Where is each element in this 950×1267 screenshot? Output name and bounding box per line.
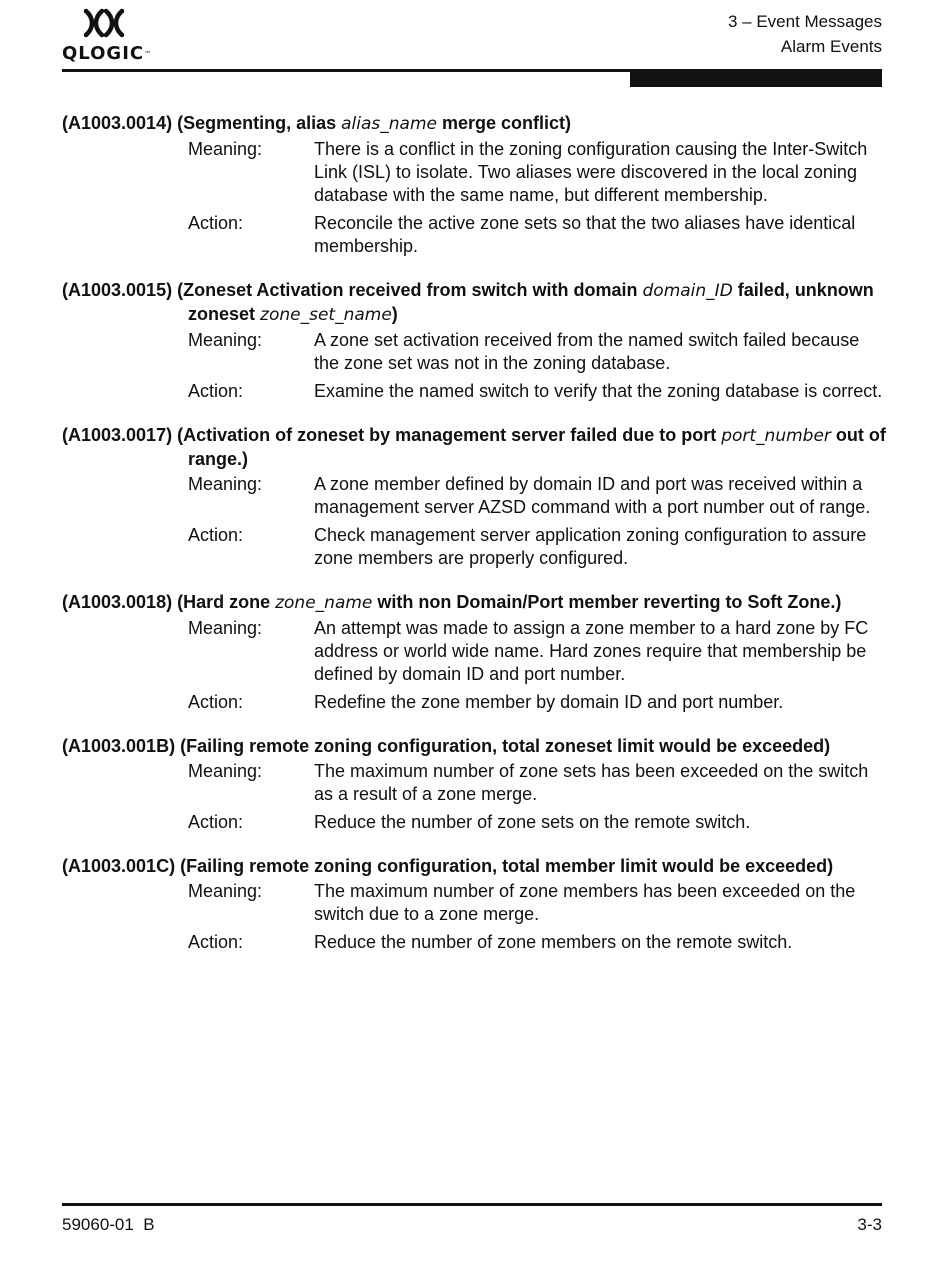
meaning-row xyxy=(188,473,887,519)
event-message-list xyxy=(62,112,887,975)
qlogic-logo xyxy=(62,8,153,64)
event-title: (A1003.001C) (Failing remote zoning configuration, total member limit would be exceeded) xyxy=(62,856,834,876)
qlogic-logo-icon xyxy=(82,8,126,38)
event-title: (A1003.0014) (Segmenting, alias alias_name merge conflict) xyxy=(62,113,572,134)
meaning-label: Meaning: xyxy=(188,618,263,638)
meaning-text: The maximum number of zone sets has been exceeded on the switch as a result of a zone merge. xyxy=(314,761,869,804)
meaning-label: Meaning: xyxy=(188,474,263,494)
meaning-label: Meaning: xyxy=(188,881,263,901)
action-text: Redefine the zone member by domain ID and port number. xyxy=(314,692,784,712)
meaning-row xyxy=(188,617,887,686)
event-title: (A1003.001B) (Failing remote zoning configuration, total zoneset limit would be exceeded) xyxy=(62,736,831,756)
event-title: (A1003.0015) (Zoneset Activation received from switch with domain domain_ID failed, unknown zoneset zone_set_name) xyxy=(62,280,874,325)
meaning-row xyxy=(188,760,887,806)
event-entry-a1003-001b xyxy=(62,735,887,834)
action-row xyxy=(188,931,887,954)
meaning-text: An attempt was made to assign a zone member to a hard zone by FC address or world wide name. Hard zones require that membership be defined by domain ID and port number. xyxy=(314,618,869,684)
running-header xyxy=(728,9,882,59)
chapter-title: 3 – Event Messages xyxy=(727,12,882,31)
meaning-text: A zone set activation received from the named switch failed because the zone set was not in the zoning database. xyxy=(314,330,860,373)
event-entry-a1003-0017 xyxy=(62,424,887,570)
action-text: Reconcile the active zone sets so that the two aliases have identical membership. xyxy=(314,213,856,256)
meaning-row xyxy=(188,138,887,207)
page-number: 3-3 xyxy=(857,1215,882,1234)
logo-wordmark: QLOGIC™ xyxy=(62,43,153,64)
action-text: Check management server application zoning configuration to assure zone members are properly configured. xyxy=(314,525,867,568)
action-row xyxy=(188,380,887,403)
meaning-text: There is a conflict in the zoning configuration causing the Inter-Switch Link (ISL) to isolate. Two aliases were discovered in the local zoning database with the same name, but different membership. xyxy=(314,139,868,205)
event-title: (A1003.0018) (Hard zone zone_name with non Domain/Port member reverting to Soft Zone.) xyxy=(62,592,842,613)
event-entry-a1003-0018 xyxy=(62,591,887,714)
action-row xyxy=(188,811,887,834)
section-title: Alarm Events xyxy=(780,37,882,56)
action-label: Action: xyxy=(188,812,244,832)
document-number: 59060-01 B xyxy=(62,1215,155,1234)
meaning-label: Meaning: xyxy=(188,761,263,781)
meaning-row xyxy=(188,329,887,375)
event-entry-a1003-0014 xyxy=(62,112,887,258)
action-label: Action: xyxy=(188,692,244,712)
event-entry-a1003-001c xyxy=(62,855,887,954)
action-label: Action: xyxy=(188,932,244,952)
action-row xyxy=(188,524,887,570)
action-label: Action: xyxy=(188,381,244,401)
footer-rule xyxy=(62,1203,882,1206)
meaning-text: A zone member defined by domain ID and port was received within a management server AZSD command with a port number out of range. xyxy=(314,474,871,517)
event-title: (A1003.0017) (Activation of zoneset by management server failed due to port port_number out of range.) xyxy=(62,425,886,469)
action-label: Action: xyxy=(188,525,244,545)
action-row xyxy=(188,691,887,714)
meaning-label: Meaning: xyxy=(188,139,263,159)
header-tab-bar xyxy=(630,69,882,87)
action-text: Reduce the number of zone sets on the remote switch. xyxy=(314,812,751,832)
action-row xyxy=(188,212,887,258)
meaning-row xyxy=(188,880,887,926)
action-label: Action: xyxy=(188,213,244,233)
action-text: Examine the named switch to verify that the zoning database is correct. xyxy=(314,381,883,401)
event-entry-a1003-0015 xyxy=(62,279,887,403)
action-text: Reduce the number of zone members on the remote switch. xyxy=(314,932,793,952)
meaning-text: The maximum number of zone members has been exceeded on the switch due to a zone merge. xyxy=(314,881,856,924)
meaning-label: Meaning: xyxy=(188,330,263,350)
